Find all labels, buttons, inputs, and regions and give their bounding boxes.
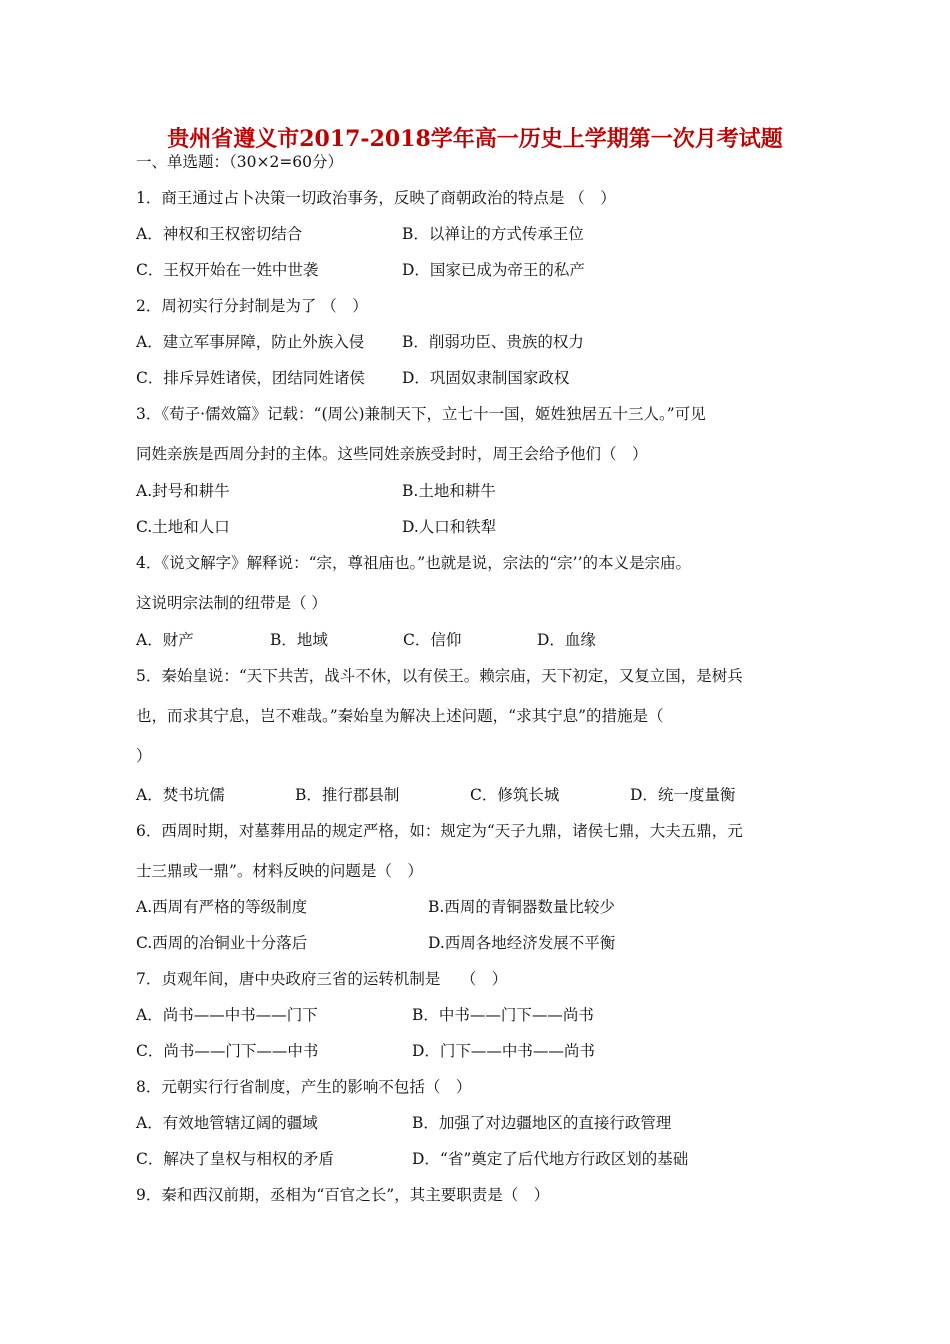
page-title: 贵州省遵义市2017-2018学年高一历史上学期第一次月考试题 bbox=[167, 126, 783, 152]
option-4a: A．财产 bbox=[136, 631, 194, 649]
option-1c: C．王权开始在一姓中世袭 bbox=[136, 261, 319, 279]
option-6d: D.西周各地经济发展不平衡 bbox=[428, 934, 616, 952]
question-5-stem-line1: 5．秦始皇说：“天下共苦，战斗不休，以有侯王。赖宗庙，天下初定，又复立国，是树兵 bbox=[136, 667, 743, 685]
option-6b: B.西周的青铜器数量比较少 bbox=[428, 898, 615, 916]
option-5d: D．统一度量衡 bbox=[630, 786, 736, 804]
question-6-stem-line1: 6．西周时期，对墓葬用品的规定严格，如：规定为“天子九鼎，诸侯七鼎，大夫五鼎，元 bbox=[136, 822, 743, 840]
option-3c: C.土地和人口 bbox=[136, 518, 230, 536]
question-5-stem-line3: ） bbox=[136, 747, 152, 765]
option-2a: A．建立军事屏障，防止外族入侵 bbox=[136, 333, 365, 351]
option-7b: B．中书——门下——尚书 bbox=[412, 1006, 594, 1024]
option-4c: C．信仰 bbox=[403, 631, 462, 649]
option-6c: C.西周的冶铜业十分落后 bbox=[136, 934, 308, 952]
question-9-stem: 9．秦和西汉前期，丞相为“百官之长”，其主要职责是（ ） bbox=[136, 1186, 550, 1204]
question-6-stem-line2: 士三鼎或一鼎”。材料反映的问题是（ ） bbox=[136, 862, 423, 880]
question-8-stem: 8．元朝实行行省制度，产生的影响不包括（ ） bbox=[136, 1078, 472, 1096]
section-heading: 一、单选题：（30×2=60分） bbox=[136, 153, 344, 171]
option-3d: D.人口和铁犁 bbox=[402, 518, 497, 536]
question-2-stem: 2．周初实行分封制是为了 （ ） bbox=[136, 297, 368, 315]
question-7-stem: 7．贞观年间，唐中央政府三省的运转机制是 （ ） bbox=[136, 970, 508, 988]
option-7c: C．尚书——门下——中书 bbox=[136, 1042, 319, 1060]
question-4-stem-line2: 这说明宗法制的纽带是（ ） bbox=[136, 594, 327, 612]
question-1-stem: 1．商王通过占卜决策一切政治事务，反映了商朝政治的特点是 （ ） bbox=[136, 189, 616, 207]
option-8c: C．解决了皇权与相权的矛盾 bbox=[136, 1150, 334, 1168]
option-8a: A．有效地管辖辽阔的疆域 bbox=[136, 1114, 318, 1132]
option-2b: B．削弱功臣、贵族的权力 bbox=[402, 333, 584, 351]
option-4d: D．血缘 bbox=[537, 631, 596, 649]
option-5b: B．推行郡县制 bbox=[295, 786, 400, 804]
option-1a: A．神权和王权密切结合 bbox=[136, 225, 303, 243]
question-3-stem-line1: 3．《荀子·儒效篇》记载：“(周公)兼制天下，立七十一国，姬姓独居五十三人。”可见 bbox=[136, 405, 706, 423]
option-2c: C．排斥异姓诸侯，团结同姓诸侯 bbox=[136, 369, 365, 387]
option-3b: B.土地和耕牛 bbox=[402, 482, 496, 500]
option-7d: D．门下——中书——尚书 bbox=[412, 1042, 595, 1060]
question-5-stem-line2: 也，而求其宁息，岂不难哉。”秦始皇为解决上述问题，“求其宁息”的措施是（ bbox=[136, 707, 664, 725]
option-4b: B．地域 bbox=[270, 631, 328, 649]
option-8d: D．“省”奠定了后代地方行政区划的基础 bbox=[412, 1150, 689, 1168]
question-4-stem-line1: 4．《说文解字》解释说：“宗，尊祖庙也。”也就是说，宗法的“宗’’的本义是宗庙。 bbox=[136, 554, 691, 572]
option-2d: D．巩固奴隶制国家政权 bbox=[402, 369, 570, 387]
question-3-stem-line2: 同姓亲族是西周分封的主体。这些同姓亲族受封时，周王会给予他们（ ） bbox=[136, 445, 648, 463]
option-7a: A．尚书——中书——门下 bbox=[136, 1006, 318, 1024]
option-6a: A.西周有严格的等级制度 bbox=[136, 898, 308, 916]
option-5c: C．修筑长城 bbox=[470, 786, 560, 804]
option-5a: A．焚书坑儒 bbox=[136, 786, 225, 804]
option-1d: D．国家已成为帝王的私产 bbox=[402, 261, 585, 279]
option-1b: B．以禅让的方式传承王位 bbox=[402, 225, 584, 243]
option-3a: A.封号和耕牛 bbox=[136, 482, 230, 500]
option-8b: B．加强了对边疆地区的直接行政管理 bbox=[412, 1114, 672, 1132]
